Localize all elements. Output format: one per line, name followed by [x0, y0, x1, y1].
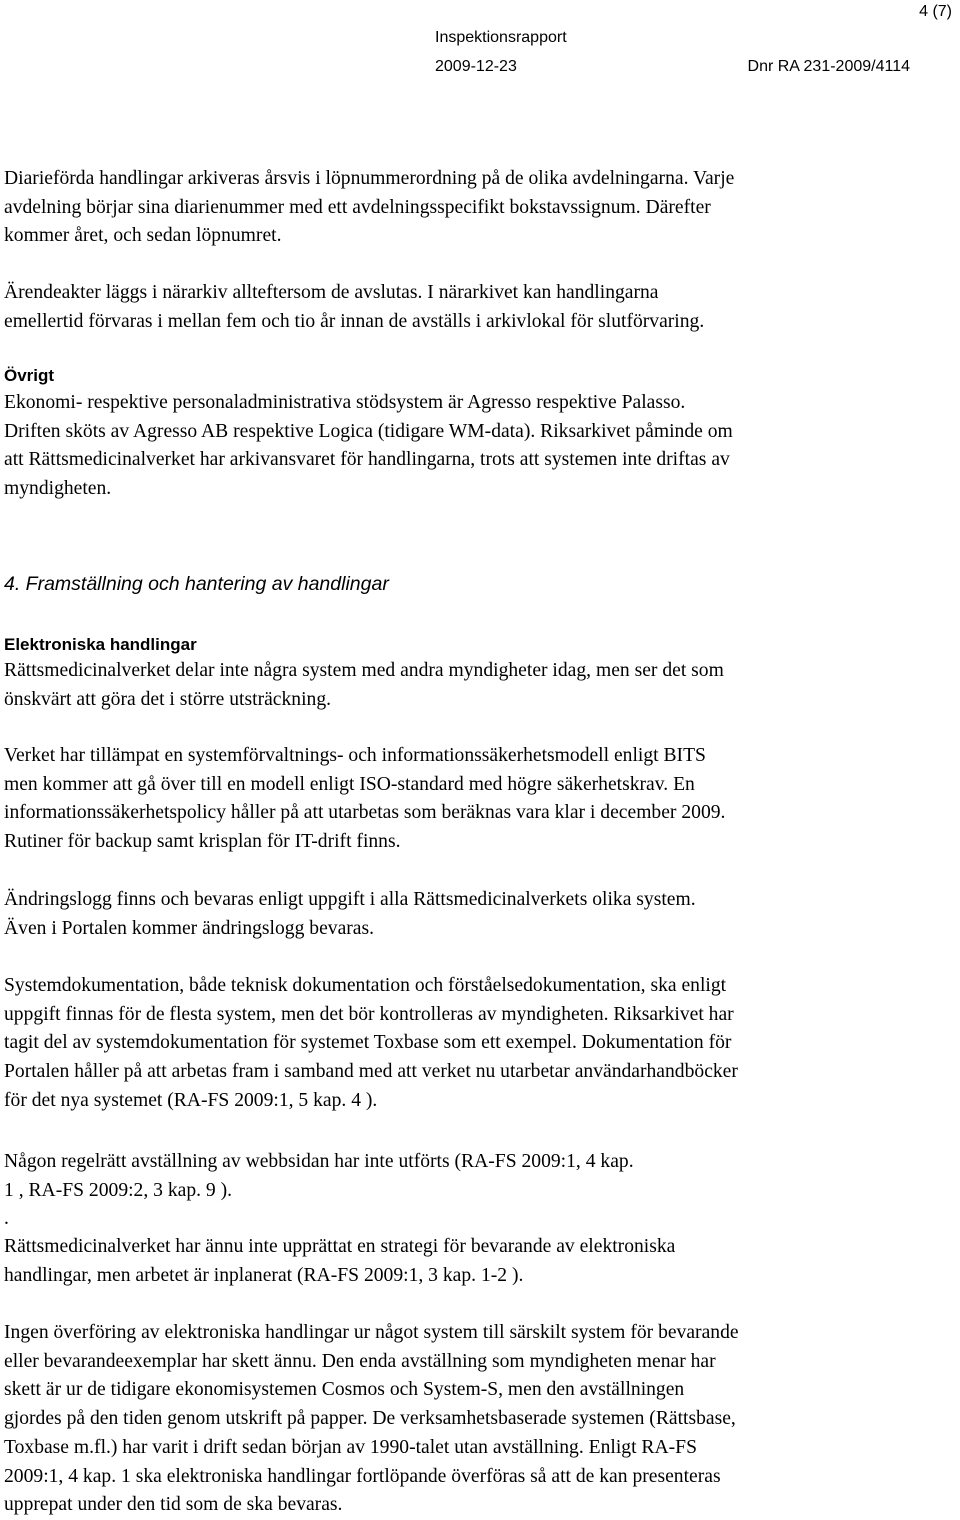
text-line: men kommer att gå över till en modell enligt ISO-standard med högre säkerhetskrav. En	[4, 773, 695, 795]
text-line: Ekonomi- respektive personaladministrativa stödsystem är Agresso respektive Palasso.	[4, 392, 686, 413]
text-line: att Rättsmedicinalverket har arkivansvaret för handlingarna, trots att systemen inte driftas av	[4, 449, 730, 471]
paragraph-systemdokumentation	[4, 972, 738, 1116]
text-line: kommer året, och sedan löpnumret.	[4, 225, 282, 247]
text-line: Verket har tillämpat en systemförvaltnings- och informationssäkerhetsmodell enligt BITS	[4, 745, 706, 766]
text-line: 2009:1, 4 kap. 1 ska elektroniska handlingar fortlöpande överföras så att de kan presenteras	[4, 1465, 721, 1487]
text-line: handlingar, men arbetet är inplanerat (RA-FS 2009:1, 3 kap. 1-2 ).	[4, 1264, 524, 1286]
text-line: för det nya systemet (RA-FS 2009:1, 5 kap. 4 ).	[4, 1089, 378, 1111]
paragraph-delar-system	[4, 657, 724, 714]
reference-number: Dnr RA 231-2009/4114	[747, 58, 910, 75]
subheading-ovrigt: Övrigt	[4, 366, 55, 385]
text-line: myndigheten.	[4, 478, 112, 500]
text-line: upprepat under den tid som de ska bevaras.	[4, 1494, 343, 1516]
text-line: Någon regelrätt avställning av webbsidan har inte utförts (RA-FS 2009:1, 4 kap.	[4, 1151, 634, 1172]
text-line: Systemdokumentation, både teknisk dokumentation och förståelsedokumentation, ska enligt	[4, 975, 727, 996]
text-line: Rättsmedicinalverket delar inte några system med andra myndigheter idag, men ser det som	[4, 660, 724, 681]
text-line: Portalen håller på att arbetas fram i samband med att verket nu utarbetar användarhandböcker	[4, 1061, 738, 1083]
text-line: Ärendeakter läggs i närarkiv allteftersom de avslutas. I närarkivet kan handlingarna	[4, 282, 659, 303]
text-line: uppgift finnas för de flesta system, men det bör kontrolleras av myndigheten. Riksarkivet har	[4, 1003, 734, 1025]
text-line: önskvärt att göra det i större utsträckning.	[4, 688, 332, 710]
paragraph-ekonomi	[4, 389, 733, 504]
paragraph-diarieforda	[4, 165, 734, 251]
subheading-elektroniska: Elektroniska handlingar	[4, 635, 197, 654]
report-date: 2009-12-23	[435, 58, 517, 75]
section-heading: 4. Framställning och hantering av handlingar	[4, 573, 389, 595]
text-line: informationssäkerhetspolicy håller på att utarbetas som beräknas vara klar i december 2009.	[4, 802, 726, 824]
text-line: emellertid förvaras i mellan fem och tio år innan de avställs i arkivlokal för slutförvaring.	[4, 310, 705, 332]
text-line: Driften sköts av Agresso AB respektive Logica (tidigare WM-data). Riksarkivet påminde om	[4, 420, 733, 442]
paragraph-arendeakter	[4, 279, 704, 336]
text-line: Rutiner för backup samt krisplan för IT-drift finns.	[4, 831, 401, 853]
text-line: avdelning börjar sina diarienummer med ett avdelningsspecifikt bokstavssignum. Därefter	[4, 196, 711, 218]
text-line: Ingen överföring av elektroniska handlingar ur något system till särskilt system för bevarande	[4, 1322, 739, 1343]
text-line: gjordes på den tiden genom utskrift på papper. De verksamhetsbaserade systemen (Rättsbase,	[4, 1408, 736, 1430]
text-line: Även i Portalen kommer ändringslogg bevaras.	[4, 917, 375, 939]
text-line: Rättsmedicinalverket har ännu inte upprättat en strategi för bevarande av elektroniska	[4, 1236, 676, 1257]
report-type: Inspektionsrapport	[435, 29, 567, 46]
text-line: Toxbase m.fl.) har varit i drift sedan början av 1990-talet utan avställning. Enligt RA-FS	[4, 1436, 697, 1458]
text-line: .	[4, 1208, 9, 1230]
paragraph-overforing	[4, 1319, 739, 1520]
text-line: tagit del av systemdokumentation för systemet Toxbase som ett exempel. Dokumentation för	[4, 1032, 732, 1054]
text-line: Diarieförda handlingar arkiveras årsvis i löpnummerordning på de olika avdelningarna. Varje	[4, 168, 735, 189]
text-line: Ändringslogg finns och bevaras enligt uppgift i alla Rättsmedicinalverkets olika system.	[4, 889, 696, 910]
text-line: 1 , RA-FS 2009:2, 3 kap. 9 ).	[4, 1179, 233, 1201]
text-line: skett är ur de tidigare ekonomisystemen Cosmos och System-S, men den avställningen	[4, 1379, 685, 1401]
text-line: eller bevarandeexemplar har skett ännu. Den enda avställning som myndigheten menar har	[4, 1350, 716, 1372]
paragraph-andringslogg	[4, 886, 696, 943]
paragraph-bits	[4, 742, 725, 857]
paragraph-strategi	[4, 1233, 675, 1290]
page-number: 4 (7)	[919, 3, 952, 20]
paragraph-webbsidan	[4, 1148, 634, 1234]
